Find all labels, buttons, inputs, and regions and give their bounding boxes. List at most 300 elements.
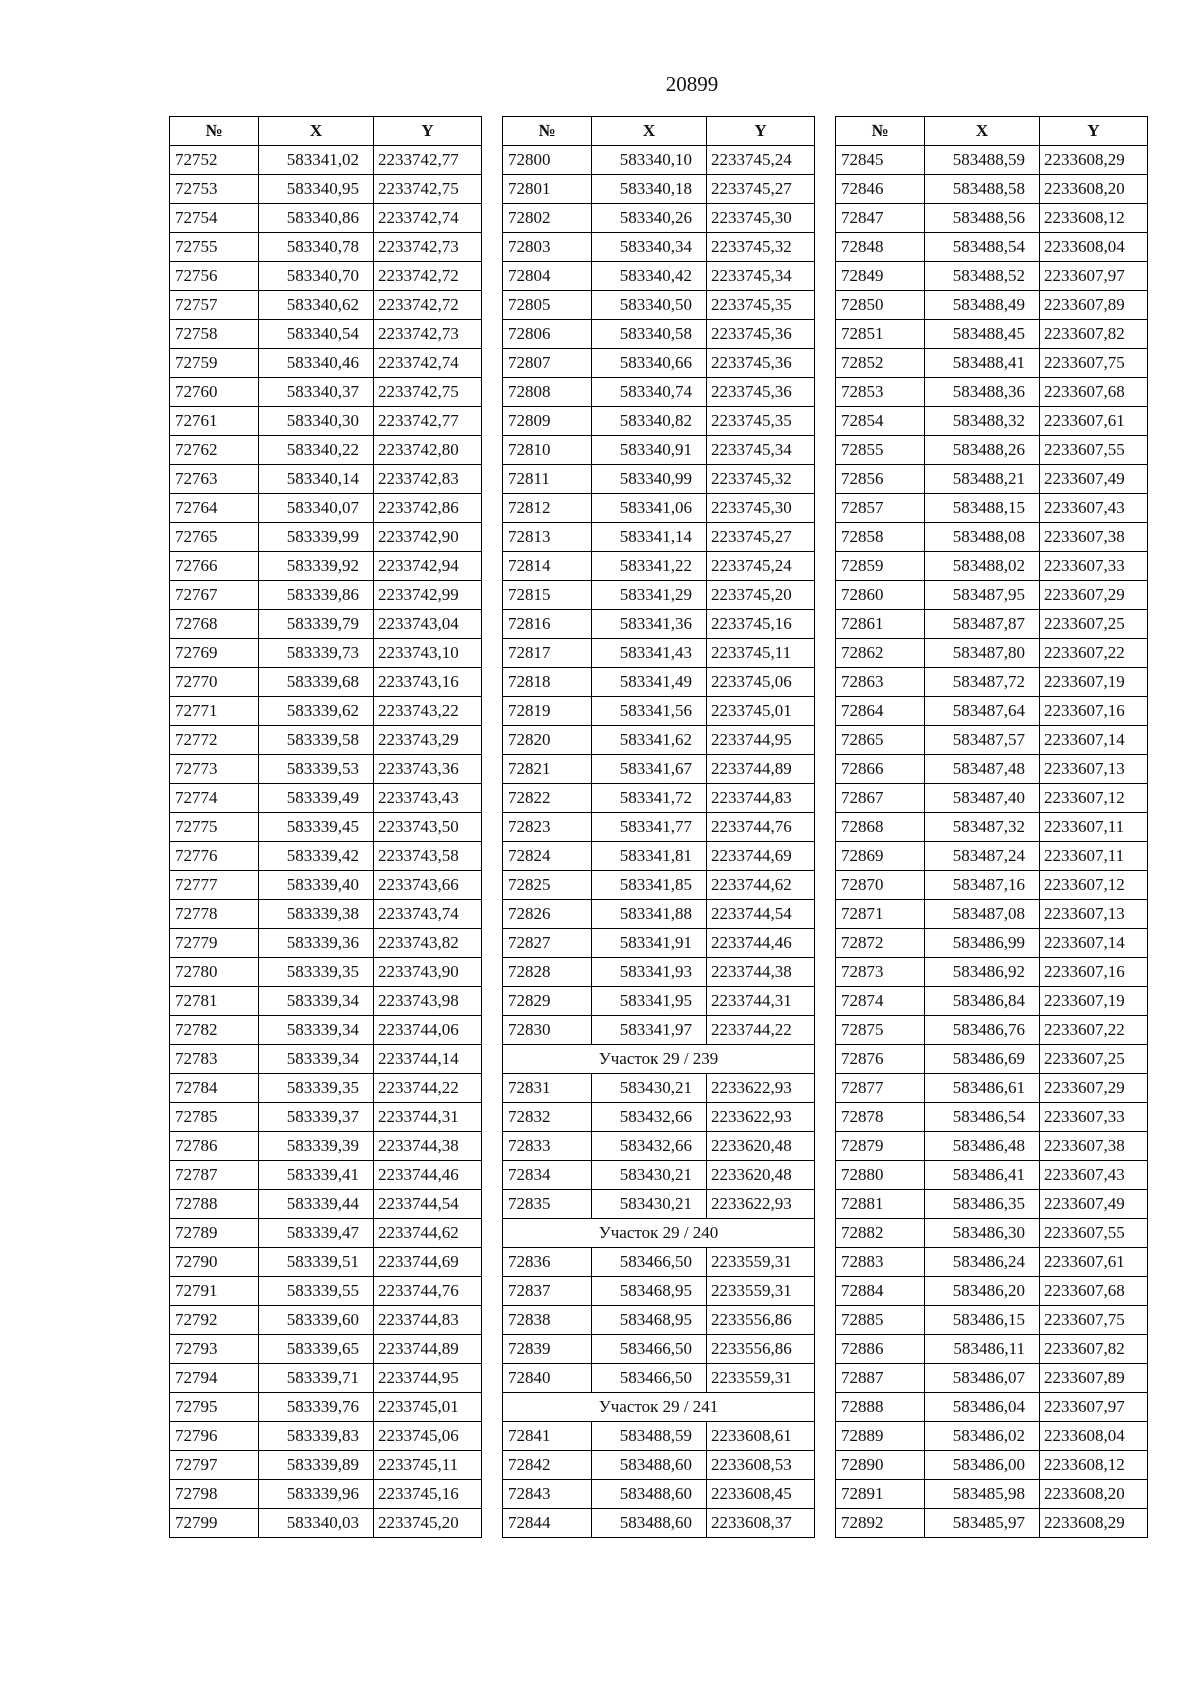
x-coordinate-cell: 583487,48: [925, 755, 1040, 784]
point-number-cell: 72840: [503, 1364, 592, 1393]
x-coordinate-cell: 583340,70: [259, 262, 374, 291]
table-row: [836, 668, 1148, 697]
point-number-cell: 72810: [503, 436, 592, 465]
y-coordinate-cell: 2233743,10: [374, 639, 482, 668]
point-number-cell: 72764: [170, 494, 259, 523]
table-row: [836, 581, 1148, 610]
table-row: [836, 900, 1148, 929]
table-row: [503, 784, 815, 813]
table-row: [170, 871, 482, 900]
x-coordinate-cell: 583486,84: [925, 987, 1040, 1016]
table-row: [170, 494, 482, 523]
x-coordinate-cell: 583486,41: [925, 1161, 1040, 1190]
table-row: [503, 233, 815, 262]
y-coordinate-cell: 2233607,33: [1040, 552, 1148, 581]
x-coordinate-cell: 583341,72: [592, 784, 707, 813]
table-row: [836, 1480, 1148, 1509]
x-coordinate-cell: 583485,97: [925, 1509, 1040, 1538]
y-coordinate-cell: 2233608,12: [1040, 1451, 1148, 1480]
y-coordinate-cell: 2233744,76: [374, 1277, 482, 1306]
y-coordinate-cell: 2233622,93: [707, 1103, 815, 1132]
table-row: [503, 1016, 815, 1045]
point-number-cell: 72853: [836, 378, 925, 407]
point-number-cell: 72799: [170, 1509, 259, 1538]
point-number-cell: 72856: [836, 465, 925, 494]
section-label: Участок 29 / 241: [503, 1393, 815, 1422]
table-row: [170, 900, 482, 929]
y-coordinate-cell: 2233607,19: [1040, 668, 1148, 697]
y-coordinate-cell: 2233745,32: [707, 465, 815, 494]
table-row: [170, 1248, 482, 1277]
y-coordinate-cell: 2233608,53: [707, 1451, 815, 1480]
point-number-cell: 72824: [503, 842, 592, 871]
point-number-cell: 72830: [503, 1016, 592, 1045]
point-number-cell: 72865: [836, 726, 925, 755]
x-coordinate-cell: 583339,53: [259, 755, 374, 784]
table-row: [836, 1074, 1148, 1103]
coordinate-table-1: [169, 116, 482, 1538]
x-coordinate-cell: 583339,38: [259, 900, 374, 929]
table-row: [170, 929, 482, 958]
x-coordinate-cell: 583488,60: [592, 1480, 707, 1509]
y-coordinate-cell: 2233607,29: [1040, 1074, 1148, 1103]
point-number-cell: 72827: [503, 929, 592, 958]
table-row: [503, 1161, 815, 1190]
table-row: [836, 842, 1148, 871]
point-number-cell: 72795: [170, 1393, 259, 1422]
y-coordinate-cell: 2233742,73: [374, 233, 482, 262]
y-coordinate-cell: 2233744,14: [374, 1045, 482, 1074]
point-number-cell: 72859: [836, 552, 925, 581]
x-coordinate-cell: 583339,34: [259, 1045, 374, 1074]
header-row: [170, 117, 482, 146]
x-coordinate-cell: 583487,95: [925, 581, 1040, 610]
point-number-cell: 72786: [170, 1132, 259, 1161]
y-coordinate-cell: 2233745,36: [707, 349, 815, 378]
y-coordinate-cell: 2233742,77: [374, 407, 482, 436]
y-coordinate-cell: 2233745,20: [707, 581, 815, 610]
table-row: [836, 1306, 1148, 1335]
point-number-cell: 72805: [503, 291, 592, 320]
table-row: [836, 465, 1148, 494]
point-number-cell: 72782: [170, 1016, 259, 1045]
point-number-cell: 72784: [170, 1074, 259, 1103]
point-number-cell: 72872: [836, 929, 925, 958]
point-number-cell: 72887: [836, 1364, 925, 1393]
y-coordinate-cell: 2233607,29: [1040, 581, 1148, 610]
y-coordinate-cell: 2233559,31: [707, 1248, 815, 1277]
point-number-cell: 72766: [170, 552, 259, 581]
section-row: [503, 1045, 815, 1074]
section-row: [503, 1219, 815, 1248]
x-coordinate-cell: 583340,54: [259, 320, 374, 349]
table-row: [170, 1103, 482, 1132]
point-number-cell: 72833: [503, 1132, 592, 1161]
x-coordinate-cell: 583488,41: [925, 349, 1040, 378]
table-row: [503, 320, 815, 349]
y-coordinate-cell: 2233743,16: [374, 668, 482, 697]
table-row: [170, 320, 482, 349]
y-coordinate-cell: 2233744,89: [374, 1335, 482, 1364]
x-coordinate-cell: 583486,61: [925, 1074, 1040, 1103]
x-coordinate-cell: 583340,66: [592, 349, 707, 378]
x-coordinate-cell: 583340,34: [592, 233, 707, 262]
table-row: [836, 987, 1148, 1016]
table-row: [836, 1132, 1148, 1161]
page-number: 20899: [665, 72, 719, 96]
y-coordinate-cell: 2233745,27: [707, 523, 815, 552]
point-number-cell: 72802: [503, 204, 592, 233]
y-coordinate-cell: 2233556,86: [707, 1306, 815, 1335]
y-coordinate-cell: 2233742,74: [374, 204, 482, 233]
x-coordinate-cell: 583466,50: [592, 1364, 707, 1393]
point-number-cell: 72841: [503, 1422, 592, 1451]
table-body: [503, 146, 815, 1538]
x-coordinate-cell: 583486,07: [925, 1364, 1040, 1393]
table-row: [836, 1219, 1148, 1248]
x-coordinate-cell: 583339,71: [259, 1364, 374, 1393]
table-row: [503, 1248, 815, 1277]
table-row: [836, 929, 1148, 958]
y-coordinate-cell: 2233607,19: [1040, 987, 1148, 1016]
table-row: [503, 407, 815, 436]
point-number-cell: 72861: [836, 610, 925, 639]
table-row: [503, 291, 815, 320]
x-coordinate-cell: 583488,36: [925, 378, 1040, 407]
y-coordinate-cell: 2233745,35: [707, 407, 815, 436]
y-coordinate-cell: 2233744,95: [707, 726, 815, 755]
point-number-cell: 72773: [170, 755, 259, 784]
point-number-cell: 72758: [170, 320, 259, 349]
table-row: [170, 1451, 482, 1480]
table-row: [503, 204, 815, 233]
point-number-cell: 72889: [836, 1422, 925, 1451]
x-coordinate-cell: 583340,58: [592, 320, 707, 349]
x-coordinate-cell: 583487,64: [925, 697, 1040, 726]
table-row: [170, 465, 482, 494]
point-number-cell: 72832: [503, 1103, 592, 1132]
x-coordinate-cell: 583486,02: [925, 1422, 1040, 1451]
table-row: [836, 871, 1148, 900]
y-coordinate-cell: 2233607,38: [1040, 523, 1148, 552]
x-coordinate-cell: 583341,77: [592, 813, 707, 842]
point-number-cell: 72813: [503, 523, 592, 552]
table-row: [170, 1393, 482, 1422]
table-row: [836, 1393, 1148, 1422]
point-number-cell: 72850: [836, 291, 925, 320]
y-coordinate-cell: 2233743,29: [374, 726, 482, 755]
x-coordinate-cell: 583339,35: [259, 958, 374, 987]
x-coordinate-cell: 583340,18: [592, 175, 707, 204]
x-coordinate-cell: 583488,32: [925, 407, 1040, 436]
table-row: [170, 1074, 482, 1103]
point-number-cell: 72808: [503, 378, 592, 407]
point-number-cell: 72768: [170, 610, 259, 639]
table-row: [170, 668, 482, 697]
point-number-cell: 72847: [836, 204, 925, 233]
x-coordinate-cell: 583341,56: [592, 697, 707, 726]
x-coordinate-cell: 583487,16: [925, 871, 1040, 900]
table-row: [836, 726, 1148, 755]
y-coordinate-cell: 2233742,83: [374, 465, 482, 494]
point-number-cell: 72821: [503, 755, 592, 784]
table-row: [170, 349, 482, 378]
y-coordinate-cell: 2233744,76: [707, 813, 815, 842]
point-number-cell: 72803: [503, 233, 592, 262]
x-coordinate-cell: 583486,99: [925, 929, 1040, 958]
x-coordinate-cell: 583340,50: [592, 291, 707, 320]
x-coordinate-cell: 583340,14: [259, 465, 374, 494]
y-coordinate-cell: 2233743,43: [374, 784, 482, 813]
x-coordinate-cell: 583488,59: [592, 1422, 707, 1451]
table-row: [170, 1277, 482, 1306]
section-label: Участок 29 / 240: [503, 1219, 815, 1248]
coordinate-table-2: [502, 116, 815, 1538]
point-number-cell: 72794: [170, 1364, 259, 1393]
point-number-cell: 72831: [503, 1074, 592, 1103]
point-number-cell: 72797: [170, 1451, 259, 1480]
point-number-cell: 72870: [836, 871, 925, 900]
point-number-cell: 72882: [836, 1219, 925, 1248]
x-coordinate-cell: 583340,78: [259, 233, 374, 262]
table-row: [836, 320, 1148, 349]
header-y: Y: [1040, 117, 1148, 146]
point-number-cell: 72877: [836, 1074, 925, 1103]
y-coordinate-cell: 2233742,72: [374, 291, 482, 320]
y-coordinate-cell: 2233742,77: [374, 146, 482, 175]
y-coordinate-cell: 2233607,13: [1040, 755, 1148, 784]
point-number-cell: 72820: [503, 726, 592, 755]
x-coordinate-cell: 583339,35: [259, 1074, 374, 1103]
y-coordinate-cell: 2233744,46: [374, 1161, 482, 1190]
x-coordinate-cell: 583341,88: [592, 900, 707, 929]
x-coordinate-cell: 583488,21: [925, 465, 1040, 494]
x-coordinate-cell: 583339,47: [259, 1219, 374, 1248]
y-coordinate-cell: 2233607,89: [1040, 291, 1148, 320]
x-coordinate-cell: 583340,62: [259, 291, 374, 320]
x-coordinate-cell: 583339,62: [259, 697, 374, 726]
table-row: [503, 929, 815, 958]
x-coordinate-cell: 583488,56: [925, 204, 1040, 233]
x-coordinate-cell: 583339,92: [259, 552, 374, 581]
y-coordinate-cell: 2233745,24: [707, 146, 815, 175]
point-number-cell: 72762: [170, 436, 259, 465]
y-coordinate-cell: 2233744,22: [707, 1016, 815, 1045]
table-row: [836, 378, 1148, 407]
y-coordinate-cell: 2233744,22: [374, 1074, 482, 1103]
x-coordinate-cell: 583340,82: [592, 407, 707, 436]
point-number-cell: 72753: [170, 175, 259, 204]
x-coordinate-cell: 583486,30: [925, 1219, 1040, 1248]
x-coordinate-cell: 583339,36: [259, 929, 374, 958]
point-number-cell: 72822: [503, 784, 592, 813]
y-coordinate-cell: 2233608,12: [1040, 204, 1148, 233]
x-coordinate-cell: 583339,41: [259, 1161, 374, 1190]
y-coordinate-cell: 2233607,11: [1040, 813, 1148, 842]
point-number-cell: 72881: [836, 1190, 925, 1219]
x-coordinate-cell: 583487,72: [925, 668, 1040, 697]
point-number-cell: 72817: [503, 639, 592, 668]
table-row: [836, 1190, 1148, 1219]
y-coordinate-cell: 2233744,38: [374, 1132, 482, 1161]
table-row: [503, 842, 815, 871]
point-number-cell: 72868: [836, 813, 925, 842]
point-number-cell: 72789: [170, 1219, 259, 1248]
table-row: [503, 1422, 815, 1451]
table-row: [836, 233, 1148, 262]
point-number-cell: 72818: [503, 668, 592, 697]
y-coordinate-cell: 2233745,16: [707, 610, 815, 639]
point-number-cell: 72858: [836, 523, 925, 552]
table-row: [503, 552, 815, 581]
y-coordinate-cell: 2233607,55: [1040, 436, 1148, 465]
x-coordinate-cell: 583339,37: [259, 1103, 374, 1132]
point-number-cell: 72754: [170, 204, 259, 233]
y-coordinate-cell: 2233607,33: [1040, 1103, 1148, 1132]
x-coordinate-cell: 583340,10: [592, 146, 707, 175]
y-coordinate-cell: 2233556,86: [707, 1335, 815, 1364]
x-coordinate-cell: 583341,29: [592, 581, 707, 610]
point-number-cell: 72814: [503, 552, 592, 581]
point-number-cell: 72757: [170, 291, 259, 320]
y-coordinate-cell: 2233607,49: [1040, 1190, 1148, 1219]
x-coordinate-cell: 583430,21: [592, 1074, 707, 1103]
point-number-cell: 72790: [170, 1248, 259, 1277]
point-number-cell: 72763: [170, 465, 259, 494]
point-number-cell: 72880: [836, 1161, 925, 1190]
point-number-cell: 72781: [170, 987, 259, 1016]
table-row: [170, 291, 482, 320]
x-coordinate-cell: 583341,49: [592, 668, 707, 697]
x-coordinate-cell: 583341,22: [592, 552, 707, 581]
point-number-cell: 72767: [170, 581, 259, 610]
y-coordinate-cell: 2233744,46: [707, 929, 815, 958]
table-row: [170, 610, 482, 639]
point-number-cell: 72777: [170, 871, 259, 900]
table-row: [170, 146, 482, 175]
y-coordinate-cell: 2233608,45: [707, 1480, 815, 1509]
point-number-cell: 72875: [836, 1016, 925, 1045]
table-row: [836, 1045, 1148, 1074]
table-row: [836, 1016, 1148, 1045]
point-number-cell: 72876: [836, 1045, 925, 1074]
point-number-cell: 72801: [503, 175, 592, 204]
y-coordinate-cell: 2233607,12: [1040, 784, 1148, 813]
y-coordinate-cell: 2233745,32: [707, 233, 815, 262]
table-row: [836, 1103, 1148, 1132]
point-number-cell: 72778: [170, 900, 259, 929]
y-coordinate-cell: 2233745,35: [707, 291, 815, 320]
x-coordinate-cell: 583339,42: [259, 842, 374, 871]
point-number-cell: 72752: [170, 146, 259, 175]
x-coordinate-cell: 583341,67: [592, 755, 707, 784]
table-row: [836, 552, 1148, 581]
x-coordinate-cell: 583488,60: [592, 1509, 707, 1538]
y-coordinate-cell: 2233559,31: [707, 1277, 815, 1306]
y-coordinate-cell: 2233743,98: [374, 987, 482, 1016]
x-coordinate-cell: 583432,66: [592, 1132, 707, 1161]
x-coordinate-cell: 583466,50: [592, 1335, 707, 1364]
table-row: [503, 465, 815, 494]
point-number-cell: 72834: [503, 1161, 592, 1190]
y-coordinate-cell: 2233743,66: [374, 871, 482, 900]
point-number-cell: 72879: [836, 1132, 925, 1161]
point-number-cell: 72890: [836, 1451, 925, 1480]
y-coordinate-cell: 2233607,13: [1040, 900, 1148, 929]
x-coordinate-cell: 583430,21: [592, 1190, 707, 1219]
table-row: [836, 1277, 1148, 1306]
y-coordinate-cell: 2233743,74: [374, 900, 482, 929]
y-coordinate-cell: 2233742,75: [374, 175, 482, 204]
x-coordinate-cell: 583339,65: [259, 1335, 374, 1364]
x-coordinate-cell: 583339,73: [259, 639, 374, 668]
point-number-cell: 72793: [170, 1335, 259, 1364]
point-number-cell: 72851: [836, 320, 925, 349]
point-number-cell: 72857: [836, 494, 925, 523]
y-coordinate-cell: 2233607,43: [1040, 494, 1148, 523]
header-number: №: [503, 117, 592, 146]
x-coordinate-cell: 583432,66: [592, 1103, 707, 1132]
table-row: [836, 204, 1148, 233]
y-coordinate-cell: 2233607,25: [1040, 610, 1148, 639]
point-number-cell: 72825: [503, 871, 592, 900]
table-row: [503, 436, 815, 465]
table-row: [170, 204, 482, 233]
point-number-cell: 72829: [503, 987, 592, 1016]
point-number-cell: 72807: [503, 349, 592, 378]
table-row: [170, 233, 482, 262]
y-coordinate-cell: 2233742,99: [374, 581, 482, 610]
x-coordinate-cell: 583488,54: [925, 233, 1040, 262]
point-number-cell: 72838: [503, 1306, 592, 1335]
table-body: [836, 146, 1148, 1538]
x-coordinate-cell: 583487,87: [925, 610, 1040, 639]
point-number-cell: 72791: [170, 1277, 259, 1306]
header-x: X: [592, 117, 707, 146]
table-row: [836, 639, 1148, 668]
point-number-cell: 72759: [170, 349, 259, 378]
header-row: [836, 117, 1148, 146]
y-coordinate-cell: 2233607,12: [1040, 871, 1148, 900]
point-number-cell: 72761: [170, 407, 259, 436]
x-coordinate-cell: 583486,69: [925, 1045, 1040, 1074]
table-row: [836, 755, 1148, 784]
table-header: [836, 117, 1148, 146]
table-row: [503, 581, 815, 610]
y-coordinate-cell: 2233608,04: [1040, 233, 1148, 262]
table-row: [836, 291, 1148, 320]
x-coordinate-cell: 583340,95: [259, 175, 374, 204]
x-coordinate-cell: 583488,15: [925, 494, 1040, 523]
table-row: [836, 175, 1148, 204]
table-row: [170, 1335, 482, 1364]
point-number-cell: 72873: [836, 958, 925, 987]
table-row: [503, 1103, 815, 1132]
x-coordinate-cell: 583486,04: [925, 1393, 1040, 1422]
x-coordinate-cell: 583339,39: [259, 1132, 374, 1161]
table-row: [170, 1509, 482, 1538]
x-coordinate-cell: 583486,48: [925, 1132, 1040, 1161]
x-coordinate-cell: 583339,79: [259, 610, 374, 639]
x-coordinate-cell: 583339,55: [259, 1277, 374, 1306]
point-number-cell: 72874: [836, 987, 925, 1016]
y-coordinate-cell: 2233743,36: [374, 755, 482, 784]
point-number-cell: 72867: [836, 784, 925, 813]
table-row: [503, 668, 815, 697]
y-coordinate-cell: 2233742,86: [374, 494, 482, 523]
y-coordinate-cell: 2233620,48: [707, 1161, 815, 1190]
table-row: [503, 1132, 815, 1161]
